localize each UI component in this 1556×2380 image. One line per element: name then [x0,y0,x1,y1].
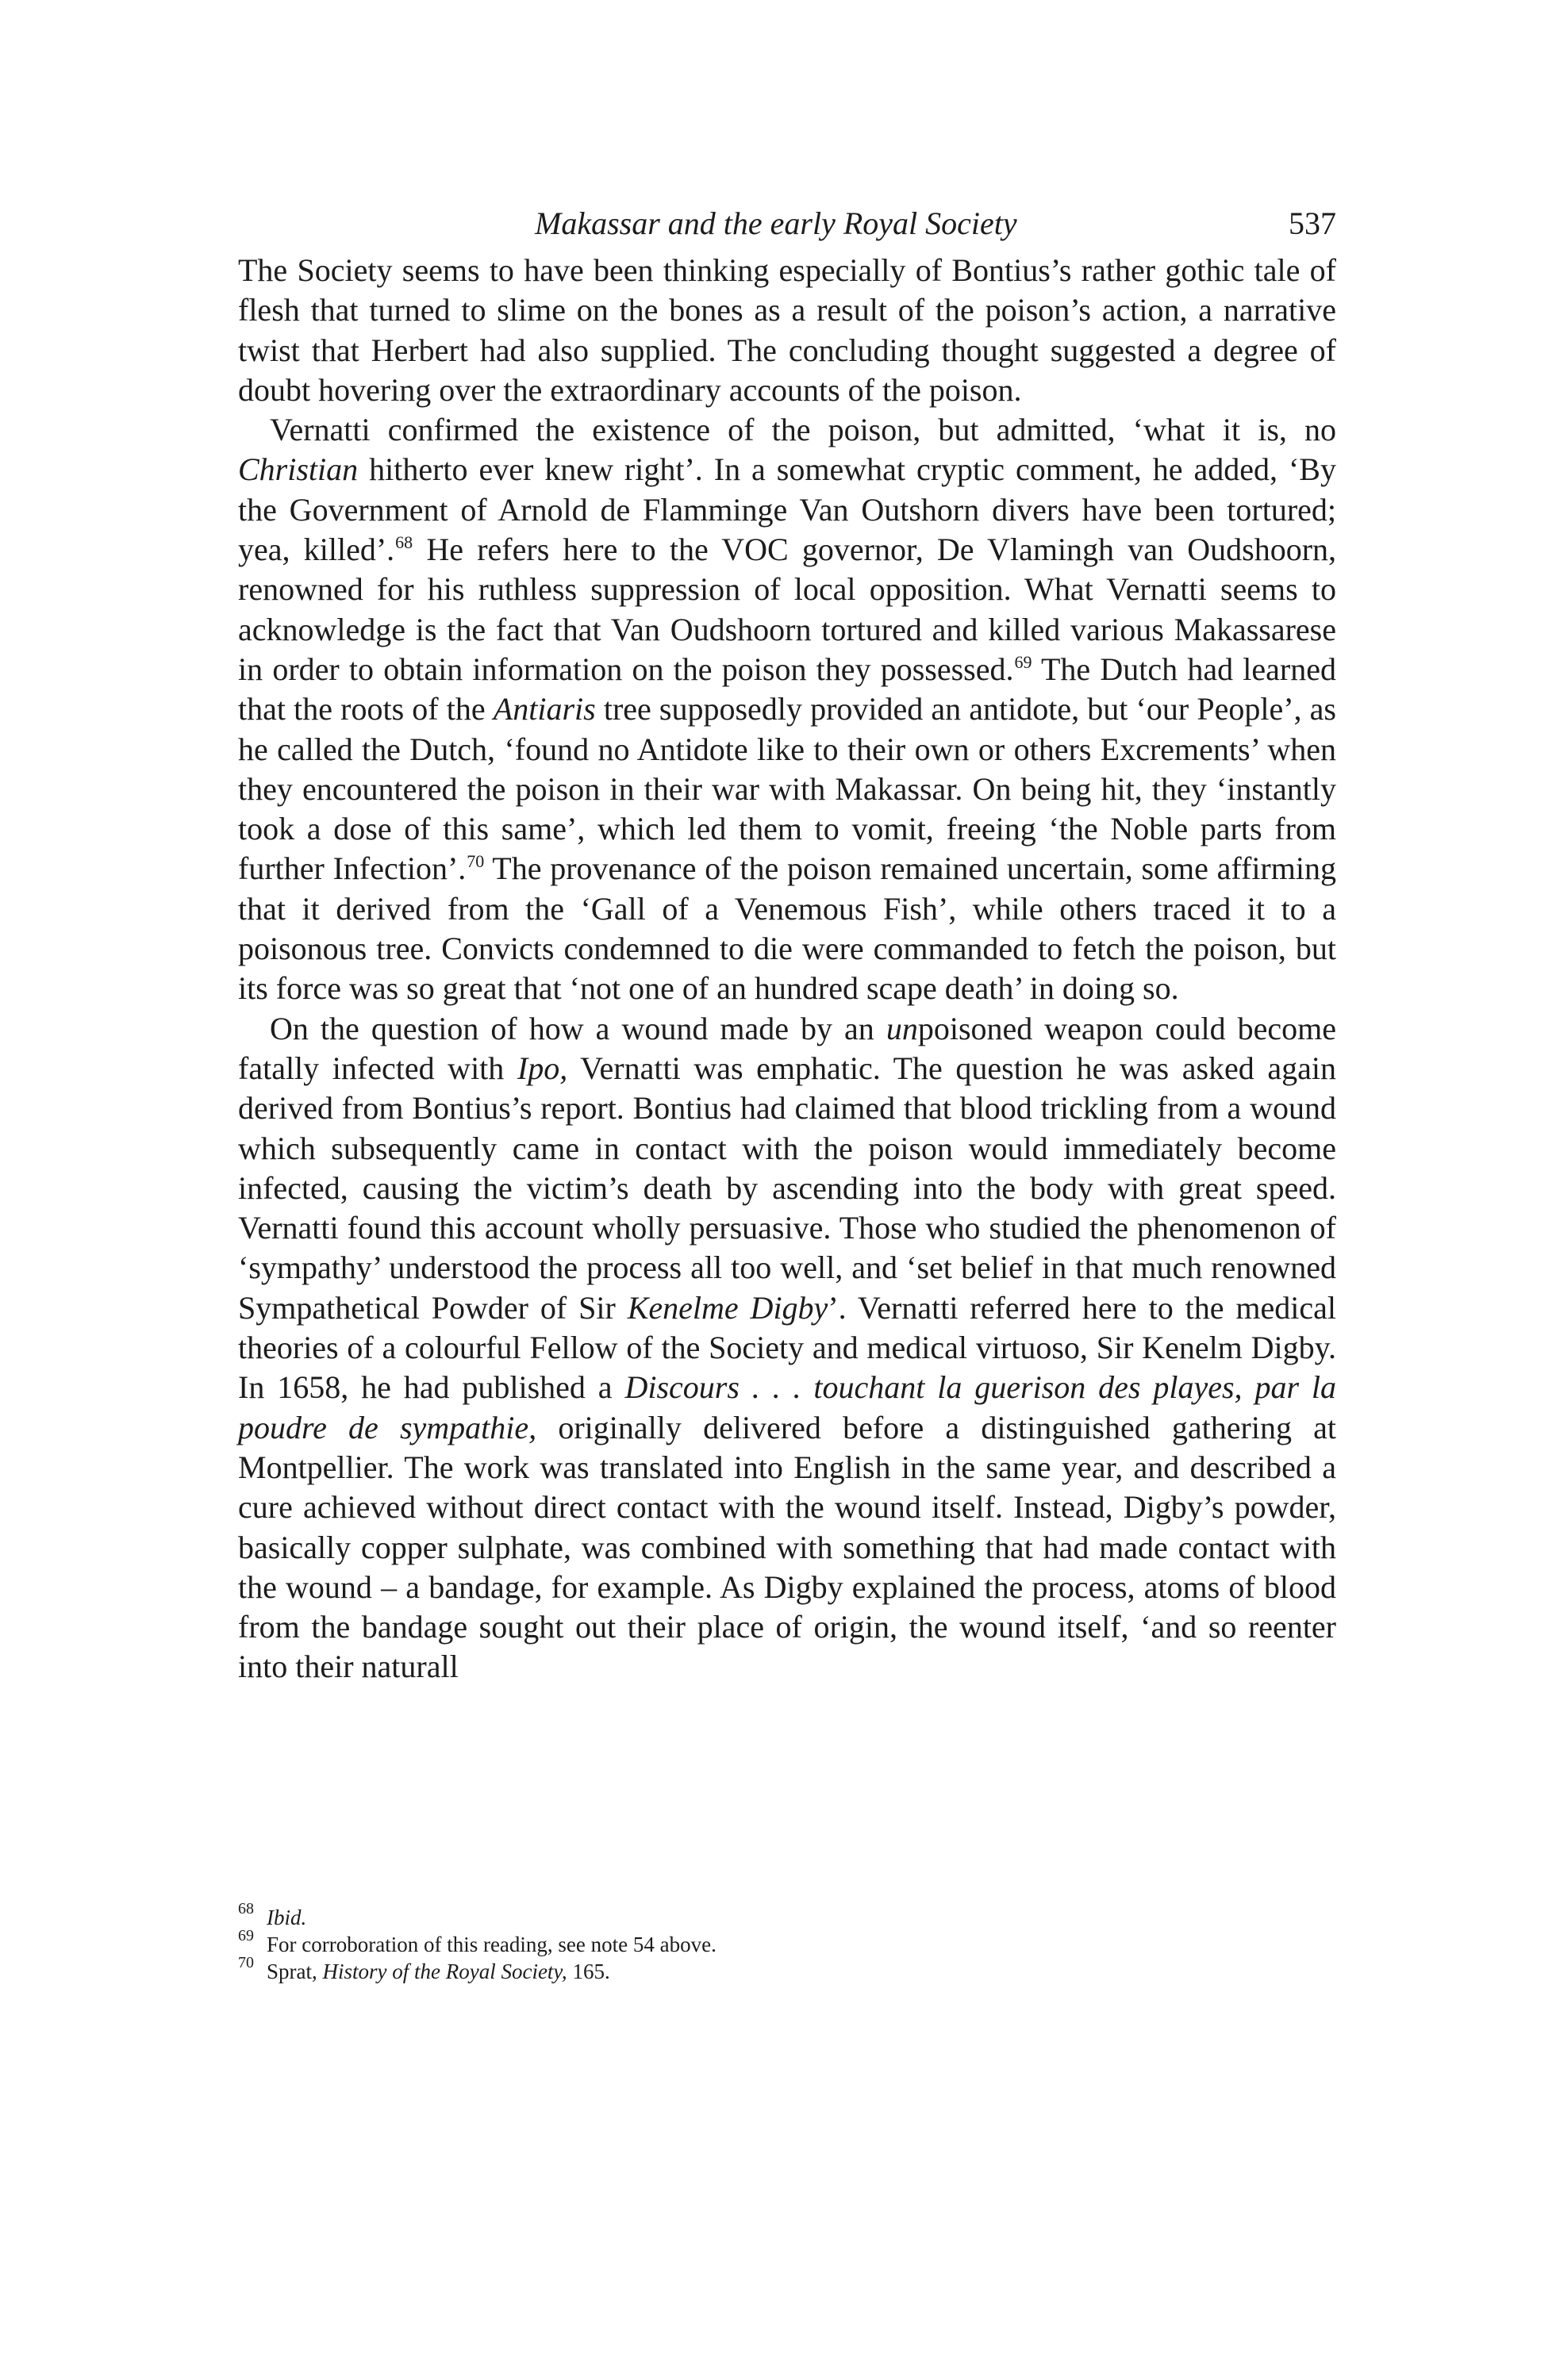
text-run: hitherto ever knew right’. In a somewhat cryptic comment, he added, ‘By the Government of Arnold de Flamminge Van Outshorn divers have been tortured; yea, killed’. [238,451,1336,568]
paragraph-2 [238,410,1336,1008]
italic-text: Kenelme Digby [627,1289,828,1326]
paragraph-1 [238,251,1336,410]
footnote-number: 68 [238,1900,254,1917]
footnote-68 [238,1900,1333,1931]
footnote-ref: 68 [395,532,413,553]
italic-text: Discours . . . touchant la guerison des playes, par la poudre de sympathie, [238,1369,1336,1445]
text-run: The Dutch had learned that the roots of the [238,651,1336,727]
text-run: originally delivered before a distinguished gathering at Montpellier. The work was translated into English in the same year, and described a cure achieved without direct contact with the wound itself. Instead, Digby’s powder, basically copper sulphate, was combined with something that had made contact with the wound – a bandage, for example. As Digby explained the process, atoms of blood from the bandage sought out their place of origin, the wound itself, ‘and so reenter into their naturall [238,1409,1337,1685]
italic-text: Ipo, [517,1050,568,1086]
text-run: 165. [567,1960,610,1983]
text-run: Vernatti confirmed the existence of the poison, but admitted, ‘what it is, no [270,412,1336,448]
text-run: The provenance of the poison remained uncertain, some affirming that it derived from the ‘Gall of a Venemous Fish’, while others traced it to a poisonous tree. Convicts condemned to die were commanded to fetch the poison, but its force was so great that ‘not one of an hundred scape death’ in doing so. [238,850,1336,1007]
text-run: Vernatti was emphatic. The question he was asked again derived from Bontius’s report. Bontius had claimed that blood trickling from a wound which subsequently came in contact with the poison would immediately become infected, causing the victim’s death by ascending into the body with great speed. Vernatti found this account wholly persuasive. Those who studied the phenomenon of ‘sympathy’ understood the process all too well, and ‘set belief in that much renowned Sympathetical Powder of Sir [238,1050,1336,1326]
text-run: For corroboration of this reading, see note 54 above. [267,1933,717,1956]
italic-text: un [886,1010,918,1046]
footnote-number: 70 [238,1954,254,1971]
running-title: Makassar and the early Royal Society [535,205,1017,241]
running-header [238,200,1349,248]
page-number: 537 [1289,205,1336,241]
italic-text: Christian [238,451,359,488]
footnote-ref: 69 [1014,651,1032,672]
text-run: On the question of how a wound made by an [270,1010,886,1046]
footnote-ref: 70 [467,851,485,872]
body-text [238,251,1336,1687]
footnotes [238,1900,1333,1985]
italic-text: History of the Royal Society, [322,1960,567,1983]
italic-text: Antiaris [493,691,596,727]
text-run: He refers here to the VOC governor, De Vlamingh van Oudshoorn, renowned for his ruthless suppression of local opposition. What Vernatti seems to acknowledge is the fact that Van Oudshoorn tortured and killed various Makassarese in order to obtain information on the poison they possessed. [238,532,1337,687]
footnote-69 [238,1927,1333,1958]
text-run: tree supposedly provided an antidote, but ‘our People’, as he called the Dutch, ‘found no Antidote like to their own or others Excrements’ when they encountered the poison in their war with Makassar. On being hit, they ‘instantly took a dose of this same’, which led them to vomit, freeing ‘the Noble parts from further Infection’. [238,691,1336,887]
text-run: ’. Vernatti referred here to the medical theories of a colourful Fellow of the Society and medical virtuoso, Sir Kenelm Digby. In 1658, he had published a [238,1289,1336,1406]
text-run: poisoned weapon could become fatally infected with [238,1010,1336,1086]
paragraph-3 [238,1009,1336,1687]
footnote-number: 69 [238,1927,254,1944]
italic-text: Ibid. [267,1906,307,1929]
text-run: The Society seems to have been thinking especially of Bontius’s rather gothic tale of flesh that turned to slime on the bones as a result of the poison’s action, a narrative twist that Herbert had also supplied. The concluding thought suggested a degree of doubt hovering over the extraordinary accounts of the poison. [238,252,1336,408]
footnote-70 [238,1954,1333,1985]
text-run: Sprat, [267,1960,323,1983]
